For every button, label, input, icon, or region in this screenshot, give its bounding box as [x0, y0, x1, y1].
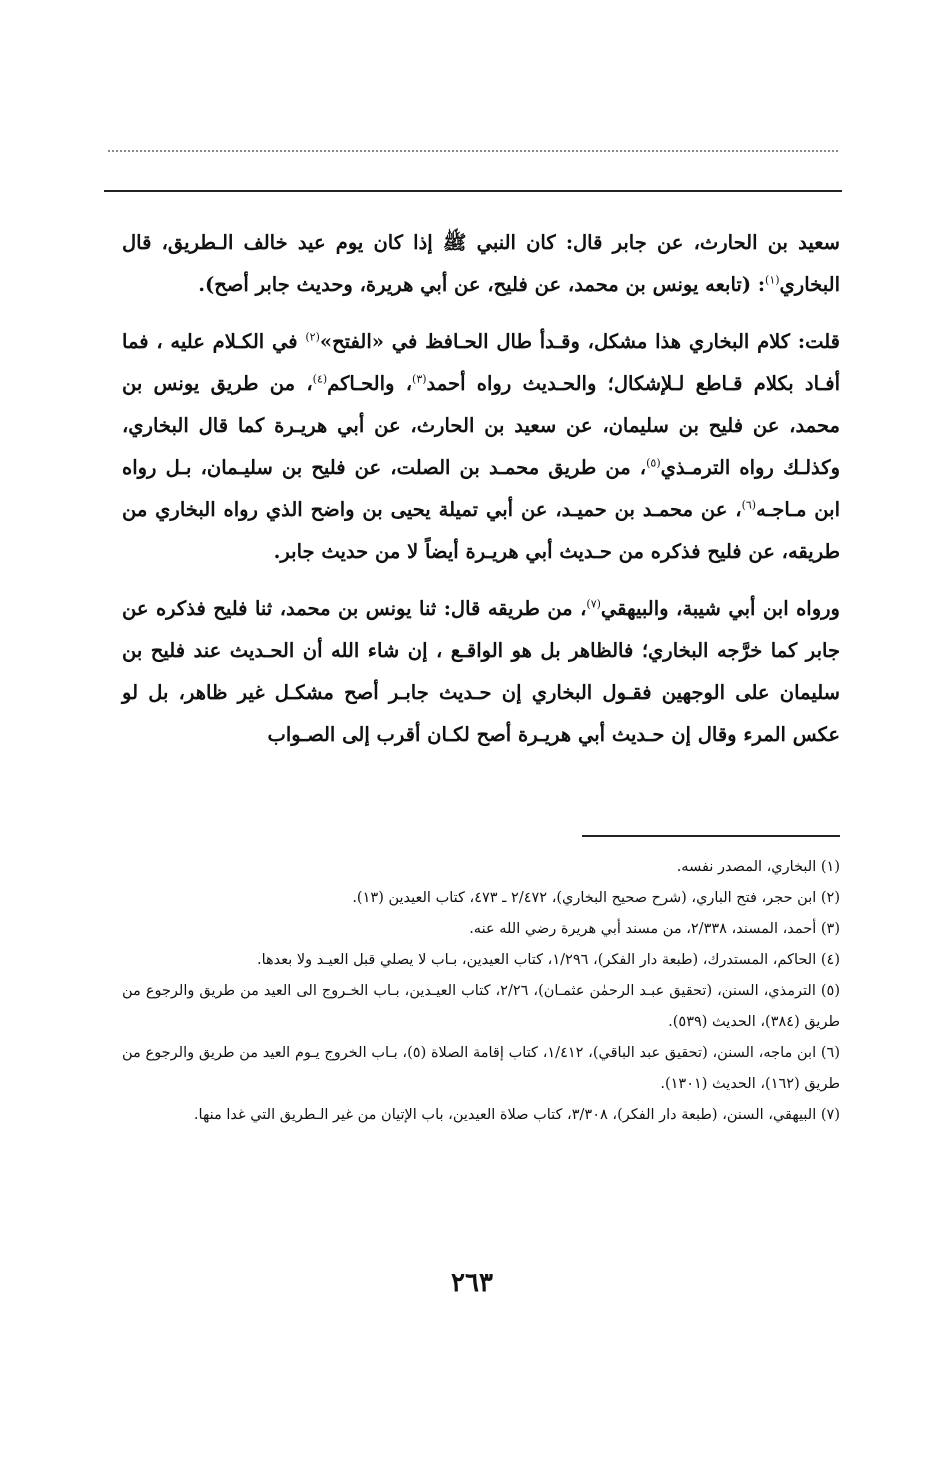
footnote-5: (٥) الترمذي، السنن، (تحقيق عبـد الرحمٰن عثمـان)، ٢/٢٦، كتاب العيـدين، بـاب الخـروج الى العيد من طريق والرجوع من طريق (٣٨٤)، الحديث (٥٣٩).: [122, 983, 840, 1030]
top-rule: [104, 190, 842, 192]
footnote-ref-3: (٣): [412, 372, 427, 386]
paragraph-text: ، من طريقه قال: ثنا يونس بن محمد، ثنا فليح فذكره عن جابر كما خرَّجه البخاري؛ فالظاهر بل هو الواقـع ، إن شاء الله أن الحـديث عند فليح بن سليمان على الوجهين فقـول البخاري إن حـديث جابـر أصح مشكـل غير ظاهر، بل لو عكس المرء وقال إن حـديث أبي هريـرة أصح لكـان أقرب إلى الصـواب: [122, 597, 840, 746]
dotted-separator: [108, 150, 838, 152]
paragraph-text: : (تابعه يونس بن محمد، عن فليح، عن أبي هريرة، وحديث جابر أصح).: [198, 273, 766, 296]
main-text: [122, 222, 840, 756]
footnote-1: (١) البخاري، المصدر نفسه.: [676, 859, 840, 875]
footnote-ref-1: (١): [765, 273, 780, 287]
paragraph-text: ، من طريق يونس بن محمد، عن فليح بن سليمان، عن سعيد بن الحارث، عن أبي هريـرة كما قال البخاري، وكذلـك رواه الترمـذي: [122, 372, 840, 479]
footnote-ref-2: (٢): [305, 330, 320, 344]
footnote-2: (٢) ابن حجر، فتح الباري، (شرح صحيح البخاري)، ٢/٤٧٢ ـ ٤٧٣، كتاب العيدين (١٣).: [352, 890, 840, 906]
footnote-6: (٦) ابن ماجه، السنن، (تحقيق عبد الباقي)، ١/٤١٢، كتاب إقامة الصلاة (٥)، بـاب الخروج يـوم العيد من طريق والرجوع من طريق (١٦٢)، الحديث (١٣٠١).: [122, 1045, 840, 1092]
footnote-7: (٧) البيهقي، السنن، (طبعة دار الفكر)، ٣/٣٠٨، كتاب صلاة العيدين، باب الإتيان من غير الـطريق التي غدا منها.: [193, 1107, 840, 1123]
paragraph-text: في الكـلام عليه ، فما أفـاد بكلام قـاطع لـلإشكال؛ والحـديث رواه أحمد: [122, 330, 840, 395]
paragraph-1: [122, 222, 840, 306]
page-number: ٢٦٣: [451, 1268, 493, 1298]
footnote-4: (٤) الحاكم، المستدرك، (طبعة دار الفكر)، ١/٢٩٦، كتاب العيدين، بـاب لا يصلي قبل العيـد ولا بعدها.: [256, 952, 840, 968]
footnote-ref-4: (٤): [312, 372, 328, 386]
footnote-3: (٣) أحمد، المسند، ٢/٣٣٨، من مسند أبي هريرة رضي الله عنه.: [469, 921, 840, 937]
paragraph-text: سعيد بن الحارث، عن جابر قال: كان النبي ﷺ إذا كان يوم عيد خالف الـطريق، قال البخاري: [122, 231, 840, 296]
footnote-ref-6: (٦): [741, 498, 757, 512]
footnote-ref-7: (٧): [586, 597, 601, 611]
footnote-rule: [582, 835, 840, 837]
paragraph-text: ، والحـاكم: [327, 372, 413, 395]
paragraph-2: [122, 321, 840, 573]
paragraph-3: [122, 588, 840, 756]
paragraph-text: ، من طريق محمـد بن الصلت، عن فليح بن سليـمان، بـل رواه ابن مـاجـه: [122, 456, 840, 521]
paragraph-text: قلت: كلام البخاري هذا مشكل، وقـدأ طال الحـافظ في «الفتح»: [319, 330, 840, 353]
paragraph-text: ، عن محمـد بن حميـد، عن أبي تميلة يحيى بن واضح الذي رواه البخاري من طريقه، عن فليح فذكره من حـديث أبي هريـرة أيضاً لا من حديث جابر.: [122, 498, 840, 563]
paragraph-text: ورواه ابن أبي شيبة، والبيهقي: [600, 597, 840, 620]
footnotes: [122, 852, 840, 1131]
footnote-ref-5: (٥): [646, 456, 661, 470]
